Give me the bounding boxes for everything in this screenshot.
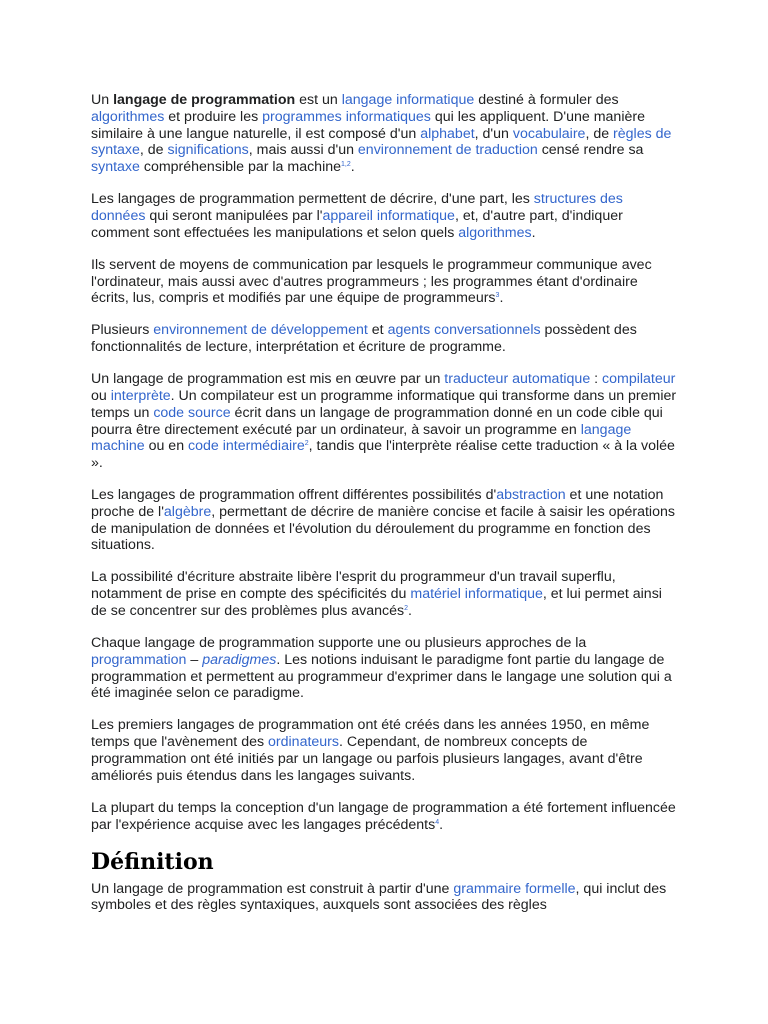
text-run: , de	[139, 142, 168, 159]
heading-text: Définition	[91, 848, 214, 875]
text-run: et	[367, 322, 388, 339]
text-run: :	[590, 371, 603, 388]
paragraph	[91, 717, 677, 784]
link-paradigmes[interactable]	[202, 652, 276, 668]
text-run: .	[408, 603, 412, 620]
link-langage-informatique[interactable]: langage informatique	[341, 92, 475, 108]
italic-text: paradigmes	[202, 651, 277, 668]
text-run: Les langages de programmation permettent de décrire, d'une part, les	[91, 191, 534, 208]
text-run: et une notation proche de l'	[91, 487, 664, 520]
footnote-reference[interactable]: 2	[304, 440, 309, 448]
text-run: , et lui permet ainsi de se concentrer sur des problèmes plus avancés	[91, 586, 662, 620]
footnote-reference[interactable]: 3	[495, 292, 500, 300]
link-code-source[interactable]: code source	[153, 404, 231, 421]
text-run: La plupart du temps la conception d'un langage de programmation a été fortement influencée par l'expérience acquise avec les langages précédents	[91, 799, 676, 833]
link-structures-des-donnees[interactable]: structures des données	[91, 191, 623, 224]
link-significations[interactable]: significations	[167, 142, 249, 159]
paragraph	[91, 191, 677, 241]
text-run: , et, d'autre part, d'indiquer comment sont effectuées les manipulations et selon quels	[91, 207, 623, 241]
link-environnement-de-developpement[interactable]: environnement de développement	[153, 322, 368, 339]
link-compilateur[interactable]: compilateur	[602, 371, 676, 388]
text-run: , de	[585, 125, 614, 142]
text-run: .	[499, 290, 504, 307]
paragraph	[91, 92, 677, 176]
paragraph	[91, 635, 677, 702]
text-run: Un langage de programmation est construit à partir d'une	[91, 880, 454, 897]
text-run: . Un compilateur est un programme informatique qui transforme dans un premier temps un	[91, 387, 677, 421]
text-run: , d'un	[474, 125, 513, 142]
text-run: La possibilité d'écriture abstraite libère l'esprit du programmeur d'un travail superflu, notamment de prise en compte des spécificités du	[91, 569, 616, 603]
link-traducteur-automatique[interactable]: traducteur automatique	[444, 371, 591, 388]
text-run: qui seront manipulées par l'	[145, 207, 323, 224]
link-algorithmes[interactable]: algorithmes	[91, 108, 165, 125]
text-run: Chaque langage de programmation supporte une ou plusieurs approches de la	[91, 635, 587, 652]
text-run: Un	[91, 92, 114, 108]
paragraph	[91, 569, 677, 619]
text-run: .	[350, 159, 355, 176]
footnote-reference[interactable]: 4	[435, 818, 440, 826]
text-run: ou	[91, 387, 111, 404]
text-run: compréhensible par la machine	[139, 159, 342, 176]
text-run: , tandis que l'interprète réalise cette traduction « à la volée ».	[91, 438, 675, 472]
footnote-reference[interactable]: 2	[404, 605, 408, 613]
text-run: Un langage de programmation est mis en œuvre par un	[91, 371, 445, 388]
paragraph	[91, 257, 677, 307]
text-run: censé rendre sa	[537, 142, 644, 159]
text-run: –	[186, 651, 203, 668]
text-run: . Cependant, de nombreux concepts de programmation ont été initiés par un langage ou parfois plusieurs langages, avant d'être améliorés puis étendus dans les langages suivants.	[91, 734, 643, 784]
link-grammaire-formelle[interactable]: grammaire formelle	[453, 880, 576, 897]
link-algorithmes[interactable]: algorithmes	[458, 224, 532, 241]
text-run: destiné à formuler des	[474, 92, 619, 108]
link-programmes-informatiques[interactable]: programmes informatiques	[262, 108, 431, 125]
text-run: qui les appliquent. D'une manière similaire à une langue naturelle, il est composé d'un	[91, 108, 645, 142]
text-run: , mais aussi d'un	[248, 142, 358, 159]
link-interprete[interactable]: interprète	[110, 387, 171, 404]
text-run: écrit dans un langage de programmation donné en un code cible qui pourra être directement exécuté par un ordinateur, à savoir un programme en	[91, 404, 663, 438]
text-run: Les langages de programmation offrent différentes possibilités d'	[91, 487, 497, 504]
section-heading	[91, 849, 677, 875]
link-abstraction[interactable]: abstraction	[496, 487, 566, 504]
link-agents-conversationnels[interactable]: agents conversationnels	[387, 322, 541, 339]
text-run: et produire les	[164, 108, 263, 125]
text-run: Les premiers langages de programmation ont été créés dans les années 1950, en même temps que l'avènement des	[91, 717, 650, 751]
paragraph	[91, 371, 677, 472]
link-syntaxe[interactable]: syntaxe	[91, 159, 140, 176]
text-run: . Les notions induisant le paradigme font partie du langage de programmation et permettent au programmeur d'exprimer dans le langage une solution qui a été imaginée selon ce paradigme.	[91, 651, 672, 702]
article-body	[91, 92, 677, 929]
text-run: , qui inclut des symboles et des règles syntaxiques, auxquels sont associées des règles	[91, 880, 667, 914]
paragraph	[91, 487, 677, 554]
link-environnement-de-traduction[interactable]: environnement de traduction	[357, 142, 538, 159]
link-code-intermediaire[interactable]: code intermédiaire	[188, 438, 305, 455]
text-run: .	[531, 224, 536, 241]
link-ordinateurs[interactable]: ordinateurs	[268, 734, 339, 751]
paragraph	[91, 800, 677, 834]
paragraph	[91, 881, 677, 915]
text-run: .	[439, 816, 444, 833]
bold-term: langage de programmation	[113, 92, 296, 108]
footnote-reference[interactable]: 1,2	[341, 161, 351, 169]
text-run: possèdent des fonctionnalités de lecture, interprétation et écriture de programme.	[91, 322, 637, 356]
link-alphabet[interactable]: alphabet	[420, 125, 475, 142]
link-appareil-informatique[interactable]: appareil informatique	[322, 207, 455, 224]
paragraph	[91, 322, 677, 356]
text-run: Ils servent de moyens de communication par lesquels le programmeur communique avec l'ordinateur, mais aussi avec d'autres programmeurs ; les programmes étant d'ordinaire écrits, lus, compris et modifiés par une équipe de programmeurs	[91, 256, 652, 307]
link-vocabulaire[interactable]: vocabulaire	[512, 125, 586, 142]
text-run: Plusieurs	[91, 322, 154, 339]
link-algebre[interactable]: algèbre	[163, 503, 212, 520]
link-regles-de-syntaxe[interactable]: règles de syntaxe	[91, 125, 672, 159]
text-run: , permettant de décrire de manière concise et facile à saisir les opérations de manipulation de données et l'évolution du déroulement du programme en fonction des situations.	[91, 503, 675, 554]
link-langage-machine[interactable]: langage machine	[91, 421, 632, 455]
link-programmation[interactable]: programmation	[91, 651, 187, 668]
text-run: ou en	[144, 438, 189, 455]
text-run: est un	[295, 92, 342, 108]
link-materiel-informatique[interactable]: matériel informatique	[410, 586, 543, 603]
